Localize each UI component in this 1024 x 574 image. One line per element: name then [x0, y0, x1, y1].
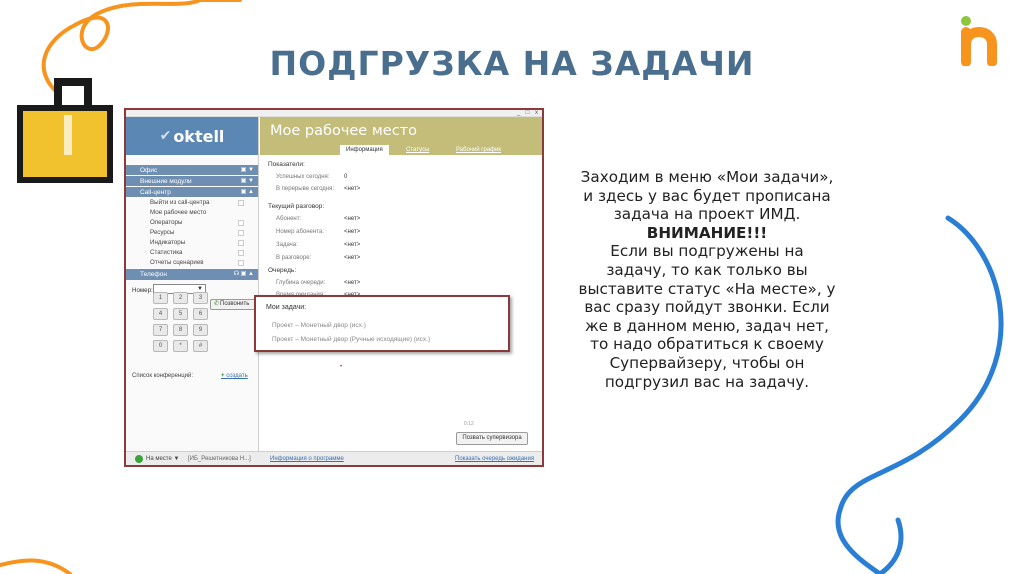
task-item[interactable]: Проект – Монетный двор (Ручные исходящие) (исх.) [272, 336, 431, 343]
instructions-text [560, 168, 854, 391]
lock-icon [20, 82, 110, 180]
current-call-section-title: Текущий разговор: [268, 203, 325, 210]
queue-field-label: Глубина очереди: [276, 280, 326, 286]
show-queue-link[interactable]: Показать очередь ожидания [455, 456, 535, 462]
nav-head-call-center[interactable] [126, 187, 258, 198]
body-line: то надо обратиться к своему [590, 335, 824, 354]
nav-item-box-icon [238, 260, 244, 266]
indicator-value: <нет> [344, 186, 361, 192]
brand-header [126, 117, 258, 155]
nav-item-label: Мое рабочее место [150, 209, 207, 216]
left-pane [126, 117, 259, 454]
create-conference-link[interactable] [221, 373, 248, 379]
close-button[interactable]: x [535, 110, 538, 116]
key-3[interactable]: 3 [193, 292, 208, 304]
status-label: На месте [146, 456, 172, 462]
body-line: Заходим в меню «Мои задачи», [580, 168, 834, 186]
brand-name: oktell [173, 126, 225, 146]
body-line: задача на проект ИМД. [613, 205, 801, 224]
call-field-value: <нет> [344, 229, 361, 235]
key-4[interactable]: 4 [153, 308, 168, 320]
nav-item-label: Отчеты сценариев [150, 259, 204, 266]
window-title-bar [126, 110, 542, 117]
key-8[interactable]: 8 [173, 324, 188, 336]
create-conference-label: создать [226, 373, 248, 379]
nav-menu [126, 165, 258, 297]
nav-item-operators[interactable] [126, 218, 258, 228]
nav-item-box-icon [238, 230, 244, 236]
nav-item-label: Индикаторы [150, 239, 186, 246]
nav-head-phone[interactable] [126, 269, 258, 280]
orange-cord-bottom-decoration [0, 560, 70, 574]
warning-heading: ВНИМАНИЕ!!! [646, 223, 768, 242]
key-9[interactable]: 9 [193, 324, 208, 336]
indicator-label: Успешных сегодня: [276, 174, 330, 180]
nav-head-controls-icon[interactable]: ▣ ▲ [240, 189, 254, 195]
nav-item-my-workplace[interactable] [126, 208, 258, 218]
body-line: и здесь у вас будет прописана [583, 186, 831, 205]
call-field-label: В разговоре: [276, 255, 312, 261]
app-screenshot [124, 108, 544, 467]
nav-item-box-icon [238, 250, 244, 256]
timer-readout: 0:12 [464, 421, 474, 427]
nav-item-box-icon [238, 220, 244, 226]
nav-head-label: Call-центр [140, 189, 171, 196]
user-name: [ИБ_Решетникова Н...] [188, 456, 251, 462]
chevron-down-icon: ▼ [197, 286, 203, 292]
tab-info[interactable]: Информация [340, 145, 389, 155]
blue-cord-decoration [880, 520, 901, 574]
number-label: Номер: [132, 287, 153, 294]
queue-section-title: Очередь: [268, 267, 297, 274]
nav-head-controls-icon[interactable]: ▣ ▼ [240, 167, 254, 173]
chevron-down-icon: ▼ [173, 456, 180, 462]
call-field-label: Номер абонента: [276, 229, 324, 235]
call-field-label: Задача: [276, 242, 298, 248]
red-dot-marker: • [340, 364, 343, 370]
body-line: задачу, то как только вы [606, 260, 808, 279]
about-program-link[interactable]: Информация о программе [270, 456, 344, 462]
nav-head-office[interactable] [126, 165, 258, 176]
key-star[interactable]: * [173, 340, 188, 352]
my-tasks-panel [254, 295, 510, 352]
nav-item-statistics[interactable] [126, 248, 258, 258]
key-6[interactable]: 6 [193, 308, 208, 320]
indicator-label: В перерыве сегодня: [276, 186, 335, 192]
task-item[interactable]: Проект – Монетный двор (исх.) [272, 322, 366, 329]
phone-controls-icon[interactable]: ☊ ▣ ▲ [233, 271, 254, 277]
call-field-value: <нет> [344, 242, 361, 248]
nav-head-external-modules[interactable] [126, 176, 258, 187]
call-button[interactable] [210, 299, 256, 310]
nav-item-indicators[interactable] [126, 238, 258, 248]
main-header [260, 117, 542, 155]
indicator-value: 0 [344, 174, 348, 180]
body-line: Если вы подгружены на [610, 242, 804, 261]
nav-item-box-icon [238, 200, 244, 206]
tab-statuses[interactable]: Статусы [406, 147, 430, 153]
minimize-button[interactable]: _ [516, 110, 521, 116]
blue-cord-decoration [838, 218, 1001, 574]
nav-item-box-icon [238, 240, 244, 246]
nav-head-label: Офис [140, 167, 158, 174]
key-7[interactable]: 7 [153, 324, 168, 336]
body-line: Супервайзеру, чтобы он [609, 353, 805, 372]
tab-work-schedule[interactable]: Рабочий график [456, 147, 502, 153]
key-1[interactable]: 1 [153, 292, 168, 304]
oktell-logo-icon: ✔ [159, 128, 172, 144]
main-pane [260, 117, 542, 454]
nav-item-script-reports[interactable] [126, 258, 258, 268]
slide-title: ПОДГРУЗКА НА ЗАДАЧИ [269, 44, 755, 83]
nav-head-label: Телефон [140, 271, 167, 278]
call-field-value: <нет> [344, 255, 361, 261]
indicators-section-title: Показатели: [268, 161, 305, 168]
call-supervisor-button[interactable]: Позвать супервизора [456, 432, 528, 445]
key-hash[interactable]: # [193, 340, 208, 352]
conference-list-label: Список конференций: [132, 373, 194, 379]
call-field-value: <нет> [344, 216, 361, 222]
key-5[interactable]: 5 [173, 308, 188, 320]
nav-head-label: Внешние модули [140, 178, 192, 185]
phone-icon: ✆ [214, 301, 220, 307]
body-line: подгрузил вас на задачу. [604, 372, 810, 391]
my-tasks-title: Мои задачи: [266, 304, 307, 311]
nav-item-label: Выйти из call-центра [150, 199, 210, 206]
body-line: же в данном меню, задач нет, [585, 316, 829, 335]
plus-icon: + [221, 373, 225, 379]
body-line: вас сразу пойдут звонки. Если [584, 298, 830, 317]
key-0[interactable]: 0 [153, 340, 168, 352]
number-row [126, 283, 258, 297]
page-title: Мое рабочее место [270, 123, 417, 139]
nav-item-label: Ресурсы [150, 229, 175, 236]
queue-field-value: <нет> [344, 280, 361, 286]
body-line: выставите статус «На месте», у [578, 279, 836, 298]
nav-item-resources[interactable] [126, 228, 258, 238]
status-bar [126, 451, 542, 465]
nav-item-exit-call-center[interactable] [126, 198, 258, 208]
maximize-button[interactable]: □ [525, 110, 530, 116]
nav-item-label: Статистика [150, 249, 183, 256]
call-field-label: Абонент: [276, 216, 302, 222]
status-selector[interactable] [146, 456, 179, 462]
nav-item-label: Операторы [150, 219, 183, 226]
status-online-icon [135, 455, 143, 463]
key-2[interactable]: 2 [173, 292, 188, 304]
nav-head-controls-icon[interactable]: ▣ ▼ [240, 178, 254, 184]
call-button-label: Позвонить [220, 301, 250, 307]
